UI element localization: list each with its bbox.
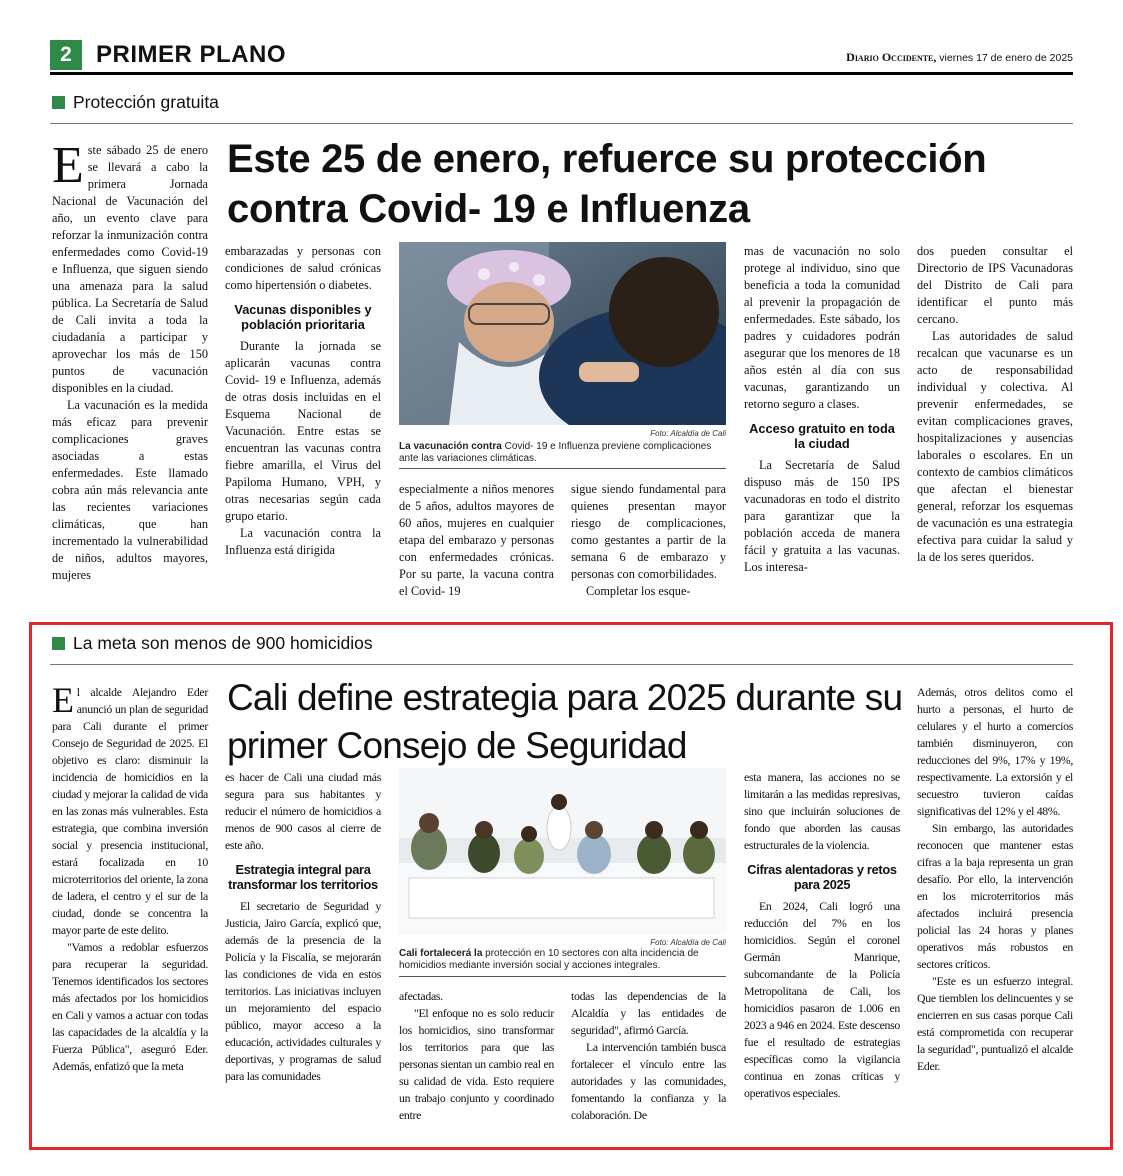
article2-paragraph: l alcalde Alejandro Eder anunció un plan de seguridad para Cali durante el primer Consejo de Seguridad de 2025. El objetivo es claro: disminuir la incidencia de homicidios en la ciudad y mejorar la calidad de vida en las zonas más vulnerables. Esta estrategia, que combina inversión social y presencia institucional, estará focalizada en 10 microterritorios del oriente, la zona de ladera, el centro y el sur de la ciudad, donde se concentra la mayor parte de este delito. [52,685,208,937]
article1-kicker-text: Protección gratuita [73,92,219,112]
article1-paragraph: Durante la jornada se aplicarán vacunas contra Covid- 19 e Influenza, además de otras dosis incluidas en el Esquema Nacional de Vacunación. Entre estas se encuentran las vacunas contra fiebre amarilla, el Virus del Papiloma Humano, VPH, y otras necesarias según cada grupo etario. [225,339,381,523]
article1-paragraph: ste sábado 25 de enero se llevará a cabo la primera Jornada Nacional de Vacunación del año, un evento clave para reforzar la inmunización contra enfermedades como Covid-19 e Influenza, que siguen siendo una amenaza para la salud pública. La Secretaría de Salud de Cali invita a toda la ciudadanía a participar y aprovechar los más de 150 puntos de vacunación disponibles en la ciudad. [52,143,208,395]
caption-rule [399,468,726,469]
article2-paragraph: Además, otros delitos como el hurto a personas, el hurto de celulares y el hurto a comercios también disminuyeron, con reducciones del 9%, 17% y 19%, respectivamente. La extorsión y el secuestro tuvieron caídas significativas del 12% y el 48%. [917,685,1073,818]
article1-subhead-acceso: Acceso gratuito en toda la ciudad [749,421,895,451]
article1-col4 [571,481,726,615]
article2-col5 [744,769,900,1130]
article1-col3 [399,481,554,615]
article2-paragraph: todas las dependencias de la Alcaldía y las entidades de seguridad", afirmó García. [571,989,726,1037]
article1-col2 [225,243,381,615]
caption-rule [399,976,726,977]
article2-subhead-cifras: Cifras alentadoras y retos para 2025 [747,862,897,892]
photo-caption [399,948,726,972]
article1-kicker [52,92,219,113]
photo-credit: Foto: Alcaldía de Cali [650,429,726,438]
article2-col1 [52,680,208,1130]
article2-kicker [52,633,373,654]
article1-paragraph: La vacunación contra la Influenza está dirigida [225,526,381,557]
page-header [50,38,1073,72]
caption-lead: Cali fortalecerá la [399,948,483,959]
article2-paragraph: El secretario de Seguridad y Justicia, Jairo García, explicó que, además de la presencia de la Policía y la Fiscalía, se mejorarán las condiciones de vida en estos territorios. Las iniciativas incluyen un mejoramiento del espacio público, mayor acceso a la educación, actividades culturales y deportivas, y programas de salud para las comunidades [225,899,381,1083]
article1-headline: Este 25 de enero, refuerce su protección contra Covid- 19 e Influenza [227,137,987,231]
kicker-rule [50,664,1073,665]
article2-paragraph: En 2024, Cali logró una reducción del 7% en los homicidios. Según el coronel Germán Manrique, subcomandante de la Policía Metropolitana de Cali, los homicidios pasaron de 1.006 en 2023 a 946 en 2024. Este descenso fue el resultado de estrategias específicas como la vigilancia continua en zonas críticas y operativos especiales. [744,899,900,1100]
article1-paragraph: La Secretaría de Salud dispuso más de 150 IPS vacunadoras en todo el distrito para garantizar que la población acceda de manera fácil y gratuita a las vacunas. Los interesa- [744,458,900,574]
paper-name: Diario Occidente, [846,50,937,64]
security-council-photo-image [399,768,726,935]
article2-paragraph: "Este es un esfuerzo integral. Que tiemblen los delincuentes y se encierren en sus casas porque Cali está comprometida con recuperar la seguridad", puntualizó el alcalde Eder. [917,974,1073,1073]
header-rule [50,72,1073,75]
article2-paragraph: "Vamos a redoblar esfuerzos para recuperar la seguridad. Tenemos identificados los sectores más afectados por los homicidios en Cali y vamos a actuar con todas las capacidades de la alcaldía y la Fuerza Pública", aseguró Eder. Además, enfatizó que la meta [52,940,208,1073]
article2-col2 [225,769,381,1130]
caption-text: protección en 10 sectores con alta incidencia de homicidios mediante inversión social y acciones integrales. [399,948,699,971]
article1-paragraph: mas de vacunación no solo protege al individuo, sino que beneficia a toda la comunidad al prevenir la propagación de enfermedades. Este sábado, los padres y cuidadores podrán asegurar que los menores de 18 años estén al día con sus vacunas, garantizando un retorno seguro a clases. [744,244,900,411]
article2-headline: Cali define estrategia para 2025 durante su primer Consejo de Seguridad [227,677,903,766]
article1-paragraph: embarazadas y personas con condiciones de salud crónicas como hipertensión o diabetes. [225,244,381,292]
dropcap: E [52,137,84,194]
dropcap: E [52,680,74,720]
article2-col3 [399,988,554,1130]
article1-paragraph: Completar los esque- [586,584,691,598]
vaccination-photo [399,242,726,425]
issue-date: viernes 17 de enero de 2025 [936,52,1073,64]
article2-paragraph: La intervención también busca fortalecer el vínculo entre las autoridades y las comunidades, fomentando la confianza y la colaboración. De [571,1040,726,1122]
photo-caption [399,441,726,465]
article2-paragraph: es hacer de Cali una ciudad más segura para sus habitantes y reducir el número de homicidios a menos de 900 casos al cierre de este año. [225,770,381,852]
kicker-square-icon [52,96,65,109]
photo-credit: Foto: Alcaldía de Cali [650,938,726,947]
article1-paragraph: especialmente a niños menores de 5 años, adultos mayores de 60 años, mujeres en cualquier etapa del embarazo y personas con enfermedades crónicas. Por su parte, la vacuna contra el Covid- 19 [399,482,554,598]
article1-subhead-vacunas: Vacunas disponibles y población prioritaria [234,302,372,332]
article1-paragraph: dos pueden consultar el Directorio de IPS Vacunadoras del Distrito de Cali para identificar el punto más cercano. [917,244,1073,326]
article1-col1 [52,137,208,614]
article2-paragraph: esta manera, las acciones no se limitarán a las medidas represivas, sino que incluirán soluciones de fondo que aborden las causas estructurales de la violencia. [744,770,900,852]
article1-col5 [744,243,900,615]
section-title: PRIMER PLANO [96,41,287,68]
vaccination-photo-image [399,242,726,425]
article2-kicker-text: La meta son menos de 900 homicidios [73,633,373,653]
article2-paragraph: afectadas. [399,989,443,1003]
caption-lead: La vacunación contra [399,441,502,452]
article2-paragraph: "El enfoque no es solo reducir los homicidios, sino transformar los territorios para que las personas sientan un cambio real en su calidad de vida. Esto requiere un trabajo conjunto y coordinado entre [399,1006,554,1122]
article2-col4 [571,988,726,1130]
kicker-rule [50,123,1073,124]
page-number: 2 [50,40,82,70]
article1-paragraph: La vacunación es la medida más eficaz para prevenir complicaciones graves asociadas a estas enfermedades. Este llamado cobra aún más relevancia ante las recientes variaciones climáticas, que han incrementado la vulnerabilidad de niños, adultos mayores, mujeres [52,398,208,582]
article1-paragraph: sigue siendo fundamental para quienes presentan mayor riesgo de complicaciones, como gestantes a partir de la semana 6 de embarazo y personas con comorbilidades. [571,482,726,581]
masthead [846,50,1073,65]
security-council-photo [399,768,726,935]
article2-subhead-estrategia: Estrategia integral para transformar los territorios [228,862,378,892]
article1-paragraph: Las autoridades de salud recalcan que vacunarse es un acto de responsabilidad individual y colectiva. Al prevenir enfermedades, se evitan complicaciones graves, hospitalizaciones y ausencias laborales o escolares. En un contexto de cambios climáticos que afectan el bienestar general, reforzar los esquemas de vacunación es una estrategia efectiva para cuidar la salud y la de los seres queridos. [917,329,1073,564]
caption-text: Covid- 19 e Influenza previene complicaciones ante las variaciones climáticas. [399,441,712,464]
article2-col6 [917,684,1073,1130]
kicker-square-icon [52,637,65,650]
article1-col6 [917,243,1073,615]
article2-paragraph: Sin embargo, las autoridades reconocen que mantener estas cifras a la baja representa un gran desafío. Por ello, la intervención en los microterritorios más afectados incluirá presencia policial las 24 horas y planes operativos más robustos en sectores críticos. [917,821,1073,971]
